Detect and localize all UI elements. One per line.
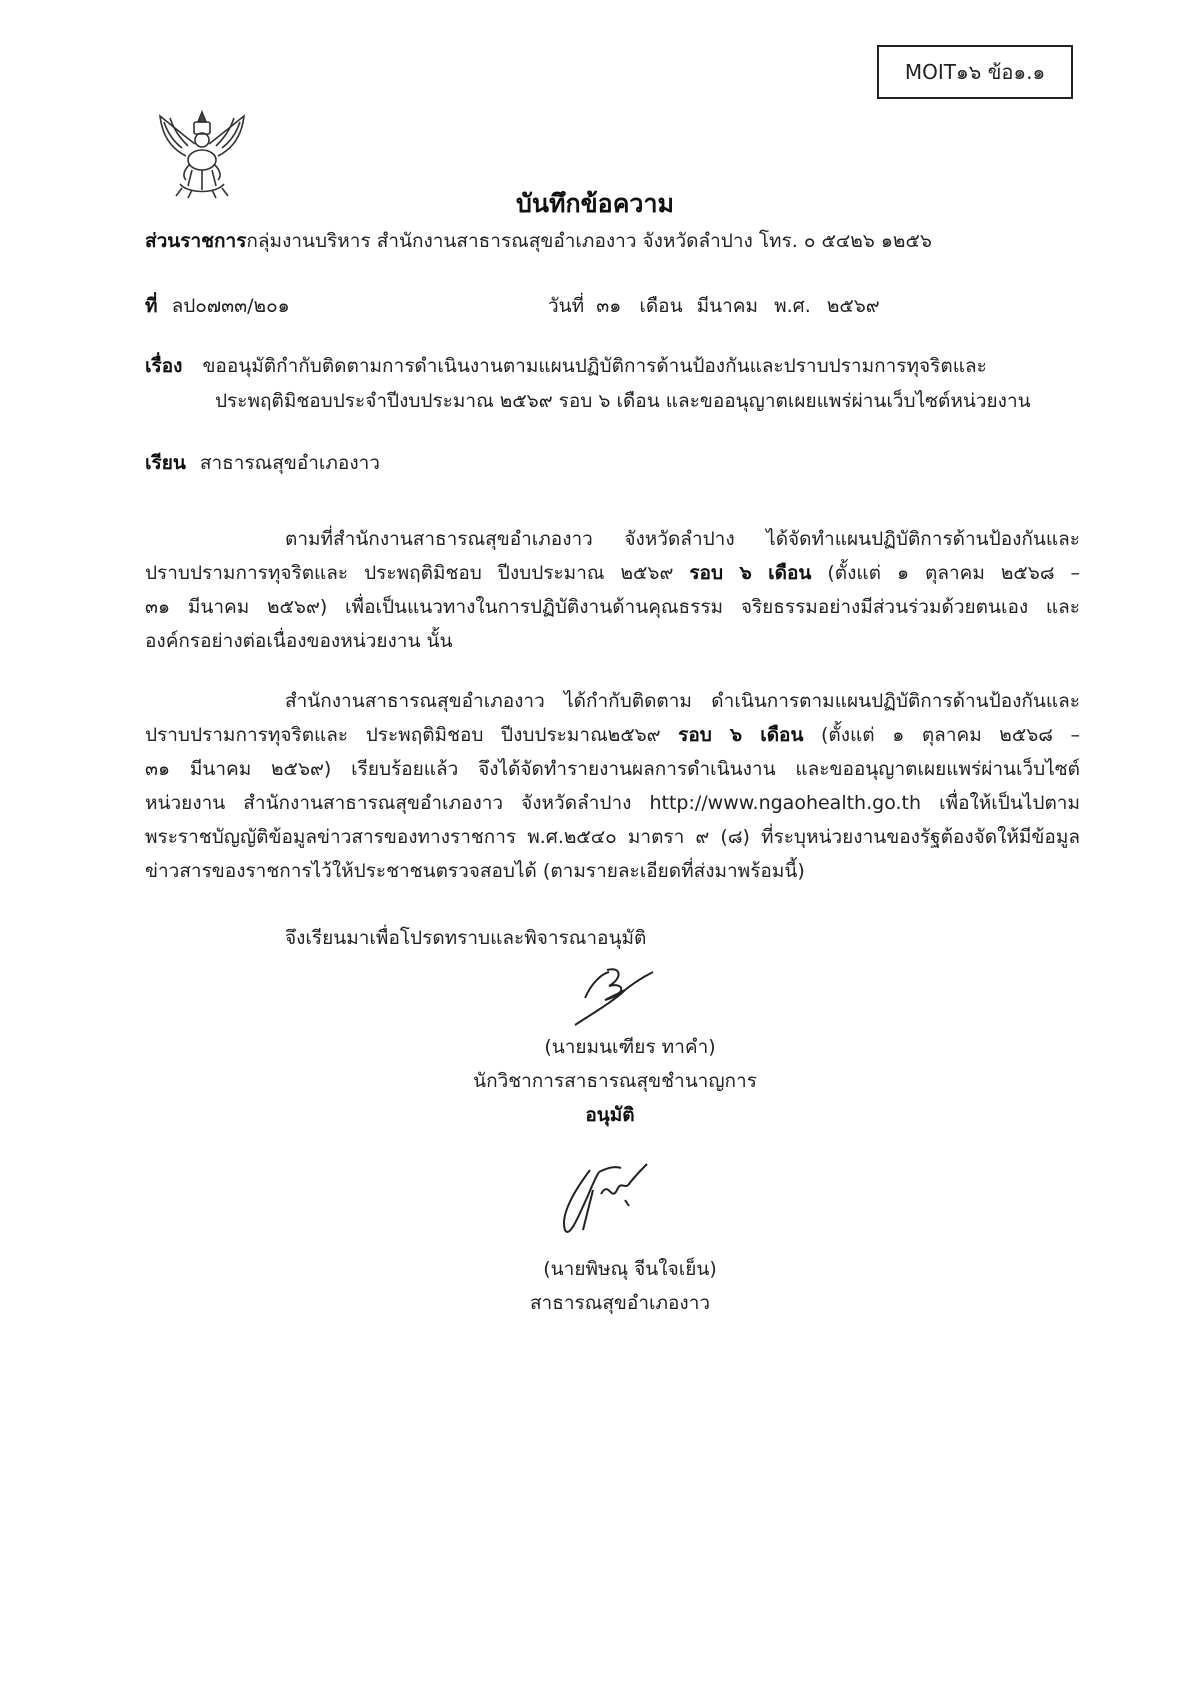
agency-line bbox=[145, 226, 932, 256]
subject-label: เรื่อง bbox=[145, 355, 183, 377]
signer-1-position: นักวิชาการสาธารณสุขชำนาญการ bbox=[473, 1070, 757, 1092]
para2-line-1: สำนักงานสาธารณสุขอำเภองาว ได้กำกับติดตาม ดำเนินการตามแผนปฏิบัติการด้านป้องกันและ bbox=[285, 690, 1080, 712]
doc-number-line bbox=[145, 291, 290, 321]
paragraph-1 bbox=[145, 522, 1080, 658]
signer-2-name: (นายพิษณุ จีนใจเย็น) bbox=[543, 1258, 717, 1280]
to-value: สาธารณสุขอำเภองาว bbox=[199, 452, 380, 474]
doc-number-value: ลป๐๗๓๓/๒๐๑ bbox=[171, 295, 290, 317]
signer-1-block bbox=[430, 1030, 830, 1132]
para1-line-3: ๓๑ มีนาคม ๒๕๖๙) เพื่อเป็นแนวทางในการปฏิบัติงานด้านคุณธรรม จริยธรรมอย่างมีส่วนร่วมด้วยตนเอง และ bbox=[145, 596, 1080, 618]
reference-box bbox=[877, 45, 1073, 99]
approval-label: อนุมัติ bbox=[585, 1104, 635, 1126]
para2-line-2c: (ตั้งแต่ ๑ ตุลาคม ๒๕๖๘ – bbox=[803, 724, 1080, 746]
para2-line-4b: เพื่อให้เป็นไปตาม bbox=[921, 792, 1080, 814]
date-month-label: เดือน bbox=[639, 295, 683, 317]
para2-line-3: ๓๑ มีนาคม ๒๕๖๙) เรียบร้อยแล้ว จึงได้จัดทำรายงานผลการดำเนินงาน และขออนุญาตเผยแพร่ผ่านเว็บไซต์ bbox=[145, 758, 1080, 780]
para1-line-4: องค์กรอย่างต่อเนื่องของหน่วยงาน นั้น bbox=[145, 630, 453, 652]
para2-line-4a: หน่วยงาน สำนักงานสาธารณสุขอำเภองาว จังหวัดลำปาง bbox=[145, 792, 650, 814]
date-day: ๓๑ bbox=[596, 295, 622, 317]
date-day-label: วันที่ bbox=[548, 295, 585, 317]
para2-line-5: พระราชบัญญัติข้อมูลข่าวสารของทางราชการ พ.ศ.๒๕๔๐ มาตรา ๙ (๘) ที่ระบุหน่วยงานของรัฐต้องจัดให้มีข้อมูล bbox=[145, 826, 1080, 848]
paragraph-2 bbox=[145, 684, 1080, 888]
reference-code: MOIT๑๖ ข้อ๑.๑ bbox=[904, 60, 1046, 84]
closing-line: จึงเรียนมาเพื่อโปรดทราบและพิจารณาอนุมัติ bbox=[285, 927, 647, 949]
signature-1-icon bbox=[565, 960, 655, 1030]
agency-value: กลุ่มงานบริหาร สำนักงานสาธารณสุขอำเภองาว จังหวัดลำปาง โทร. ๐ ๕๔๒๖ ๑๒๕๖ bbox=[246, 230, 932, 252]
date-year: ๒๕๖๙ bbox=[826, 295, 880, 317]
para1-period-bold: รอบ ๖ เดือน bbox=[689, 562, 812, 584]
subject-text-1: ขออนุมัติกำกับติดตามการดำเนินงานตามแผนปฏิบัติการด้านป้องกันและปราบปรามการทุจริตและ bbox=[202, 355, 987, 377]
to-label: เรียน bbox=[145, 452, 186, 474]
para1-line-2a: ปราบปรามการทุจริตและ ประพฤติมิชอบ ปีงบประมาณ ๒๕๖๙ bbox=[145, 562, 690, 584]
signature-2-icon bbox=[555, 1160, 660, 1245]
para1-line-1: ตามที่สำนักงานสาธารณสุขอำเภองาว จังหวัดลำปาง ได้จัดทำแผนปฏิบัติการด้านป้องกันและ bbox=[285, 528, 1080, 550]
to-line bbox=[145, 448, 380, 478]
subject-line-2 bbox=[215, 386, 1031, 416]
website-url: http://www.ngaohealth.go.th bbox=[649, 792, 922, 814]
para2-line-6: ข่าวสารของราชการไว้ให้ประชาชนตรวจสอบได้ (ตามรายละเอียดที่ส่งมาพร้อมนี้) bbox=[145, 860, 805, 882]
para1-line-2 bbox=[145, 556, 1080, 590]
date-line bbox=[548, 291, 880, 321]
doc-number-label: ที่ bbox=[145, 295, 158, 317]
memo-title: บันทึกข้อความ bbox=[516, 189, 674, 218]
date-month: มีนาคม bbox=[696, 295, 759, 317]
para1-line-2c: (ตั้งแต่ ๑ ตุลาคม ๒๕๖๘ – bbox=[811, 562, 1080, 584]
date-year-label: พ.ศ. bbox=[774, 295, 811, 317]
para2-line-4 bbox=[145, 786, 1080, 820]
signer-2-block bbox=[470, 1252, 790, 1320]
signer-1-name: (นายมนเฑียร ทาคำ) bbox=[544, 1036, 716, 1058]
signer-2-position: สาธารณสุขอำเภองาว bbox=[529, 1292, 711, 1314]
subject-text-2: ประพฤติมิชอบประจำปีงบประมาณ ๒๕๖๙ รอบ ๖ เดือน และขออนุญาตเผยแพร่ผ่านเว็บไซต์หน่วยงาน bbox=[215, 390, 1031, 412]
agency-label: ส่วนราชการ bbox=[145, 230, 247, 252]
para2-line-2 bbox=[145, 718, 1080, 752]
subject-line-1 bbox=[145, 351, 987, 381]
para2-line-2a: ปราบปรามการทุจริตและ ประพฤติมิชอบ ปีงบประมาณ๒๕๖๙ bbox=[145, 724, 679, 746]
para2-period-bold: รอบ ๖ เดือน bbox=[678, 724, 804, 746]
